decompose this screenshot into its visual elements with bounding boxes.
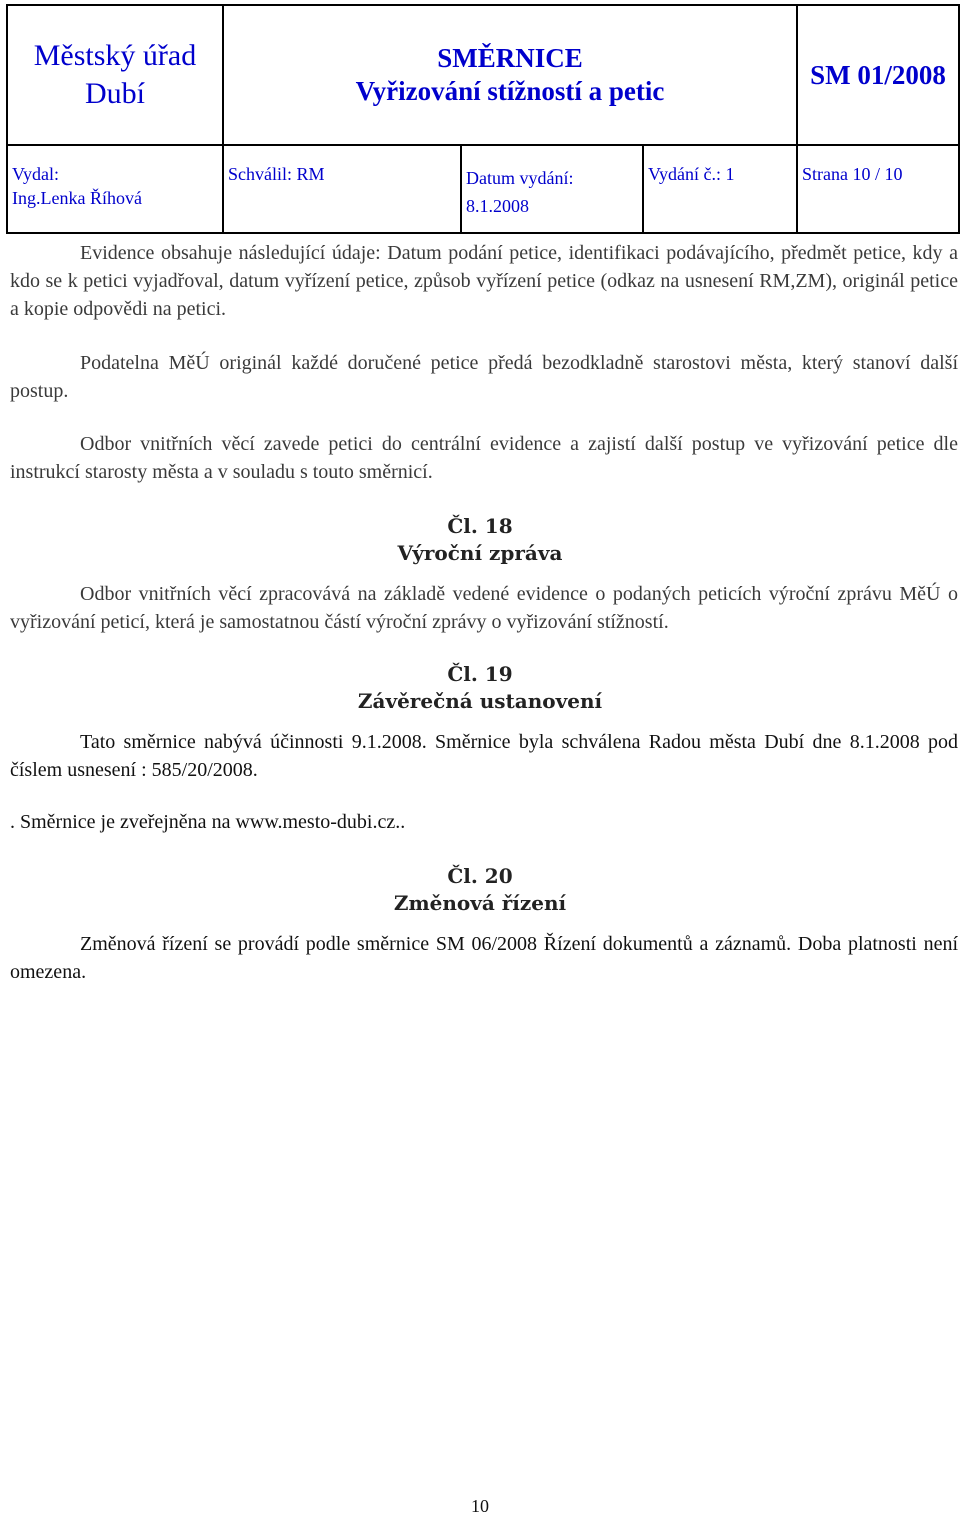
doc-type: SMĚRNICE	[437, 43, 583, 73]
office-cell	[7, 5, 223, 145]
page-number: 10	[471, 1496, 489, 1516]
paragraph-podatelna: Podatelna MěÚ originál každé doručené petice předá bezodkladně starostovi města, který stanoví další postup.	[10, 352, 958, 402]
issued-by-cell	[7, 145, 223, 233]
paragraph-odbor: Odbor vnitřních věcí zavede petici do centrální evidence a zajistí další postup ve vyřizování petice dle instrukcí starosty města a v souladu s touto směrnicí.	[10, 433, 958, 483]
paragraph-effectiveness: Tato směrnice nabývá účinnosti 9.1.2008. Směrnice byla schválena Radou města Dubí dne 8.1.2008 pod číslem usnesení : 585/20/2008.	[10, 731, 958, 781]
issue-date: 8.1.2008	[466, 196, 529, 216]
issue-date-label: Datum vydání:	[466, 168, 574, 188]
doc-title: Vyřizování stížností a petic	[355, 76, 665, 106]
page-indicator: Strana 10 / 10	[797, 145, 959, 233]
paragraph-publication: . Směrnice je zveřejněna na www.mesto-dubi.cz..	[10, 811, 406, 833]
approved-by: Schválil: RM	[223, 145, 461, 233]
paragraph-evidence: Evidence obsahuje následující údaje: Datum podání petice, identifikaci podávajícího, předmět petice, kdy a kdo se k petici vyjadřoval, datum vyřízení petice, způsob vyřízení petice (odkaz na usnesení RM,ZM), originál petice a kopie odpovědi na petici.	[10, 242, 958, 320]
paragraph-annual-report: Odbor vnitřních věcí zpracovává na základě vedené evidence o podaných peticích výroční zprávu MěÚ o vyřizování peticí, která je samostatnou částí výroční zprávy o vyřizování stížností.	[10, 583, 958, 633]
section-19-number: Čl. 19	[447, 662, 513, 686]
title-cell	[223, 5, 797, 145]
doc-code: SM 01/2008	[797, 5, 959, 145]
edition: Vydání č.: 1	[643, 145, 797, 233]
issued-by-label: Vydal:	[12, 164, 59, 184]
section-18-number: Čl. 18	[447, 514, 513, 538]
section-18-title: Výroční zpráva	[397, 541, 563, 565]
paragraph-change-management: Změnová řízení se provádí podle směrnice SM 06/2008 Řízení dokumentů a záznamů. Doba platnosti není omezena.	[10, 933, 958, 983]
section-20-number: Čl. 20	[447, 864, 513, 888]
issued-by-name: Ing.Lenka Říhová	[12, 188, 142, 208]
section-20-title: Změnová řízení	[393, 891, 567, 915]
document-header	[6, 4, 960, 234]
issue-date-cell	[461, 145, 643, 233]
office-name: Městský úřad	[33, 39, 197, 72]
section-19-title: Závěrečná ustanovení	[357, 689, 603, 713]
town-name: Dubí	[85, 77, 145, 110]
